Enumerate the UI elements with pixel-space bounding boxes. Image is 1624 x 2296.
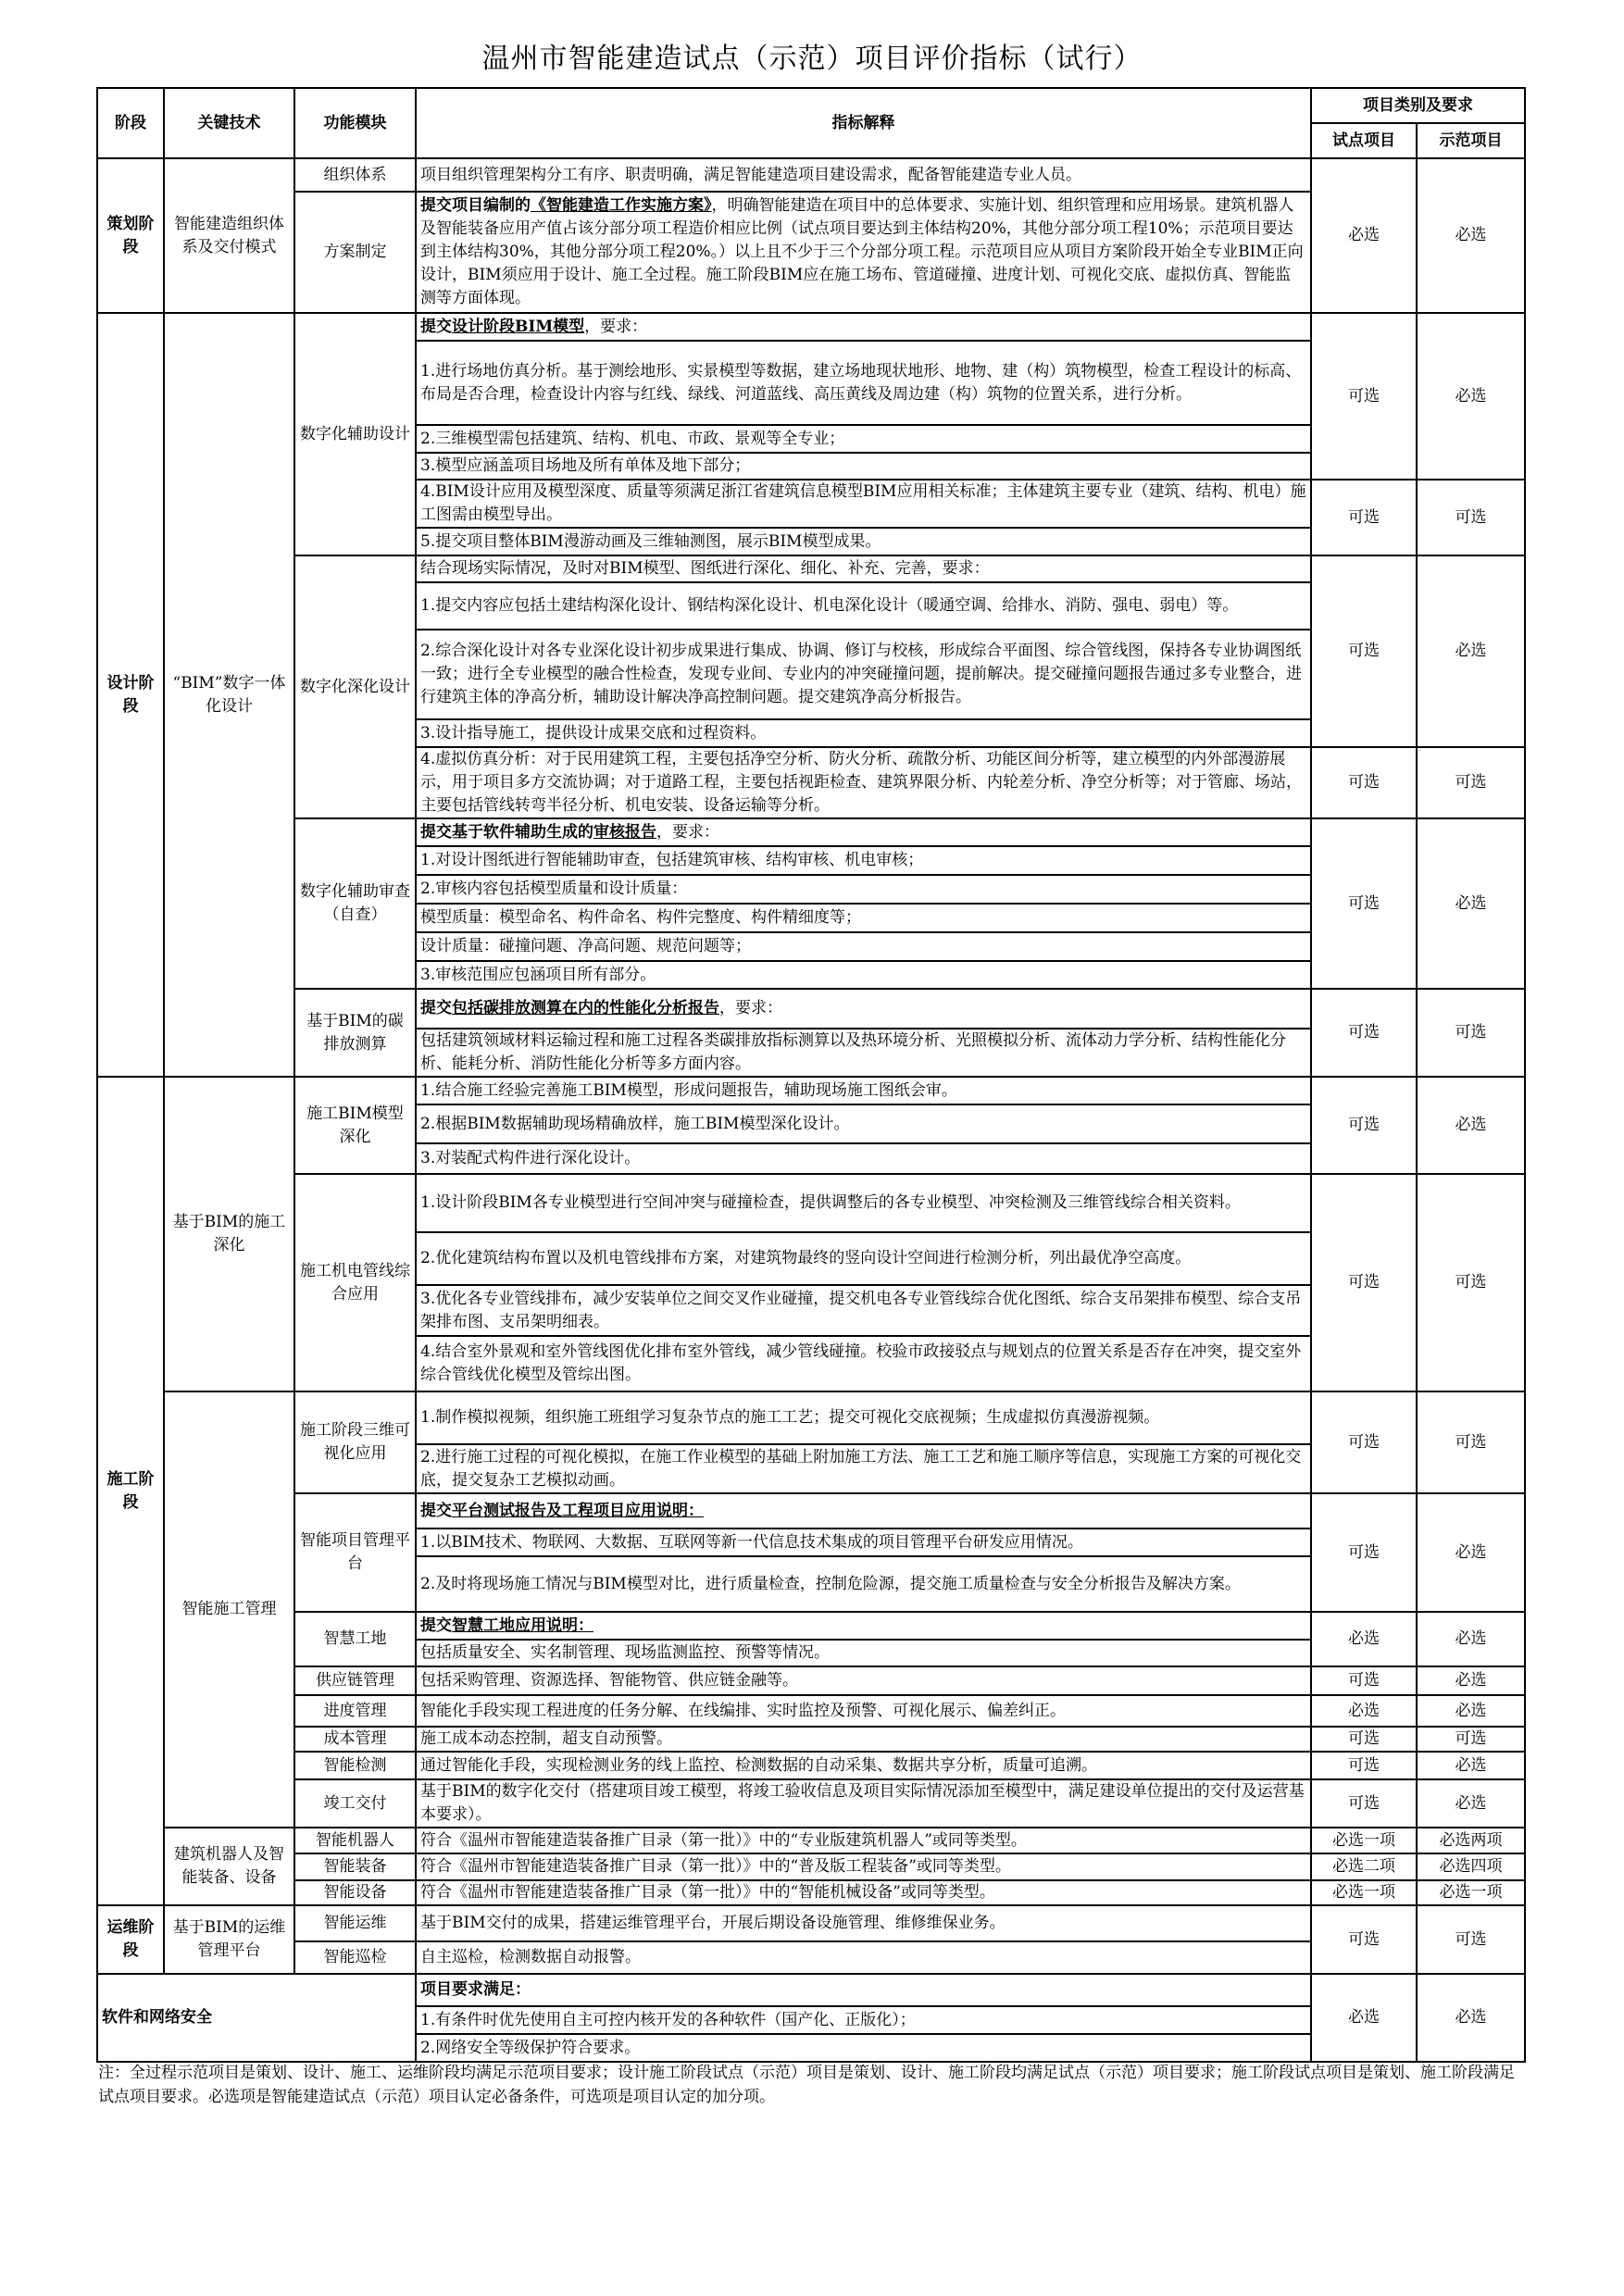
pilot-req-aux-a: 可选 bbox=[1311, 313, 1417, 480]
demo-req-review: 必选 bbox=[1417, 818, 1525, 989]
indicator-deep-1: 1.提交内容应包括土建结构深化设计、钢结构深化设计、机电深化设计（暖通空调、给排水、消防、强电、弱电）等。 bbox=[416, 582, 1311, 630]
demo-req-mep: 可选 bbox=[1417, 1174, 1525, 1391]
indicator-om: 基于BIM交付的成果，搭建运维管理平台，开展后期设备设施管理、维修维保业务。 bbox=[416, 1905, 1311, 1941]
demo-req-cost: 可选 bbox=[1417, 1727, 1525, 1752]
indicator-aux-2: 2.三维模型需包括建筑、结构、机电、市政、景观等全专业； bbox=[416, 425, 1311, 453]
bold-underline-text: 平台测试报告及工程项目应用说明： bbox=[452, 1501, 704, 1520]
pilot-req-supply: 可选 bbox=[1311, 1666, 1417, 1695]
indicator-schedule: 智能化手段实现工程进度的任务分解、在线编排、实时监控及预警、可视化展示、偏差纠正。 bbox=[416, 1695, 1311, 1727]
stage-operation: 运维阶段 bbox=[97, 1905, 164, 1974]
demo-req-aux-b: 可选 bbox=[1417, 480, 1525, 555]
pilot-req-cbim: 可选 bbox=[1311, 1077, 1417, 1174]
indicator-deep-2: 2.综合深化设计对各专业深化设计初步成果进行集成、协调、修订与校核，形成综合平面图、综合管线图，保持各专业协调图纸一致；进行全专业模型的融合性检查，发现专业间、专业内的冲突碰撞问题，提前解决。提交碰撞问题报告通过多专业整合，进行建筑主体的净高分析，辅助设计解决净高控制问题。提交建筑净高分析报告。 bbox=[416, 630, 1311, 719]
indicator-supply: 包括采购管理、资源选择、智能物管、供应链金融等。 bbox=[416, 1666, 1311, 1695]
module-carbon: 基于BIM的碳排放测算 bbox=[294, 989, 416, 1077]
pilot-req-aux-b: 可选 bbox=[1311, 480, 1417, 555]
pilot-req-vis: 可选 bbox=[1311, 1391, 1417, 1493]
demo-req-aux-a: 必选 bbox=[1417, 313, 1525, 480]
indicator-delivery: 基于BIM的数字化交付（搭建项目竣工模型，将竣工验收信息及项目实际情况添加至模型中，满足建设单位提出的交付及运营基本要求）。 bbox=[416, 1779, 1311, 1828]
demo-req-planning: 必选 bbox=[1417, 158, 1525, 313]
demo-req-equipment: 必选四项 bbox=[1417, 1853, 1525, 1880]
indicator-review-3: 3.审核范围应包涵项目所有部分。 bbox=[416, 961, 1311, 989]
indicator-mep-3: 3.优化各专业管线排布，减少安装单位之间交叉作业碰撞，提交机电各专业管线综合优化图纸、综合支吊架排布模型、综合支吊架排布图、支吊架明细表。 bbox=[416, 1285, 1311, 1336]
module-smart-site: 智慧工地 bbox=[294, 1612, 416, 1666]
bold-text: 提交 bbox=[420, 999, 452, 1017]
pilot-req-site: 必选 bbox=[1311, 1612, 1417, 1666]
header-module: 功能模块 bbox=[294, 88, 416, 158]
demo-req-supply: 必选 bbox=[1417, 1666, 1525, 1695]
indicator-mep-4: 4.结合室外景观和室外管线图优化排布室外管线，减少管线碰撞。校验市政接驳点与规划点的位置关系是否存在冲突，提交室外综合管线优化模型及管综出图。 bbox=[416, 1336, 1311, 1391]
stage-planning: 策划阶段 bbox=[97, 158, 164, 313]
plan-doc-name: 《智能建造工作实施方案》 bbox=[531, 196, 712, 215]
footnote: 注：全过程示范项目是策划、设计、施工、运维阶段均满足示范项目要求；设计施工阶段试点（示范）项目是策划、设计、施工阶段均满足试点（示范）项目要求；施工阶段试点项目是策划、施工阶段满足试点项目要求。必选项是智能建造试点（示范）项目认定必备条件，可选项是项目认定的加分项。 bbox=[98, 2064, 1515, 2106]
text: ，要求： bbox=[656, 822, 719, 842]
indicator-pm-2: 2.及时将现场施工情况与BIM模型对比，进行质量检查，控制危险源，提交施工质量检查与安全分析报告及解决方案。 bbox=[416, 1556, 1311, 1612]
indicator-patrol: 自主巡检，检测数据自动报警。 bbox=[416, 1941, 1311, 1974]
pilot-req-equipment: 必选二项 bbox=[1311, 1853, 1417, 1880]
pilot-req-robot: 必选一项 bbox=[1311, 1828, 1417, 1853]
indicator-pm-1: 1.以BIM技术、物联网、大数据、互联网等新一代信息技术集成的项目管理平台研发应用情况。 bbox=[416, 1529, 1311, 1556]
demo-req-robot: 必选两项 bbox=[1417, 1828, 1525, 1853]
indicator-cbim-1: 1.结合施工经验完善施工BIM模型，形成问题报告，辅助现场施工图纸会审。 bbox=[416, 1077, 1311, 1104]
pilot-req-operation: 可选 bbox=[1311, 1905, 1417, 1974]
pilot-req-review: 可选 bbox=[1311, 818, 1417, 989]
module-robot: 智能机器人 bbox=[294, 1828, 416, 1853]
module-patrol: 智能巡检 bbox=[294, 1941, 416, 1974]
header-category: 项目类别及要求 bbox=[1311, 88, 1525, 123]
module-delivery: 竣工交付 bbox=[294, 1779, 416, 1828]
key-tech-design: “BIM”数字一体化设计 bbox=[164, 313, 294, 1077]
indicator-carbon-head bbox=[416, 989, 1311, 1029]
demo-req-pm: 必选 bbox=[1417, 1493, 1525, 1612]
indicator-review-2: 2.审核内容包括模型质量和设计质量： bbox=[416, 875, 1311, 904]
demo-req-delivery: 必选 bbox=[1417, 1779, 1525, 1828]
pilot-req-schedule: 必选 bbox=[1311, 1695, 1417, 1727]
bold-text: 提交基于软件辅助生成的 bbox=[420, 822, 593, 842]
indicator-equipment: 符合《温州市智能建造装备推广目录（第一批）》中的“普及版工程装备”或同等类型。 bbox=[416, 1853, 1311, 1880]
pilot-req-planning: 必选 bbox=[1311, 158, 1417, 313]
indicator-aux-1: 1.进行场地仿真分析。基于测绘地形、实景模型等数据，建立场地现状地形、地物、建（构）筑物模型，检查工程设计的标高、布局是否合理，检查设计内容与红线、绿线、河道蓝线、高压黄线及周边建（构）筑物的位置关系，进行分析。 bbox=[416, 341, 1311, 425]
module-supply: 供应链管理 bbox=[294, 1666, 416, 1695]
bold-underline-text: 包括碳排放测算在内的性能化分析报告 bbox=[452, 999, 719, 1017]
indicator-aux-4: 4.BIM设计应用及模型深度、质量等须满足浙江省建筑信息模型BIM应用相关标准；主体建筑主要专业（建筑、结构、机电）施工图需由模型导出。 bbox=[416, 480, 1311, 528]
pilot-req-inspection: 可选 bbox=[1311, 1752, 1417, 1779]
demo-req-software: 必选 bbox=[1417, 1974, 1525, 2062]
indicator-carbon-body: 包括建筑领域材料运输过程和施工过程各类碳排放指标测算以及热环境分析、光照模拟分析、流体动力学分析、结构性能化分析、能耗分析、消防性能化分析等多方面内容。 bbox=[416, 1029, 1311, 1077]
indicator-mep-2: 2.优化建筑结构布置以及机电管线排布方案，对建筑物最终的竖向设计空间进行检测分析，列出最优净空高度。 bbox=[416, 1232, 1311, 1285]
indicator-sw-head: 项目要求满足： bbox=[416, 1974, 1311, 2006]
bold-underline-text: 设计阶段BIM模型 bbox=[452, 317, 585, 336]
indicator-sw-1: 1.有条件时优先使用自主可控内核开发的各种软件（国产化、正版化）； bbox=[416, 2006, 1311, 2034]
pilot-req-cost: 可选 bbox=[1311, 1727, 1417, 1752]
bold-text: 提交项目编制的 bbox=[420, 196, 531, 215]
indicator-pm-head bbox=[416, 1493, 1311, 1529]
module-om: 智能运维 bbox=[294, 1905, 416, 1941]
indicator-org: 项目组织管理架构分工有序、职责明确，满足智能建造项目建设需求，配备智能建造专业人员。 bbox=[416, 158, 1311, 192]
pilot-req-mep: 可选 bbox=[1311, 1174, 1417, 1391]
indicator-plan bbox=[416, 192, 1311, 313]
bold-underline-text: 审核报告 bbox=[593, 822, 656, 842]
indicator-deep-head: 结合现场实际情况，及时对BIM模型、图纸进行深化、细化、补充、完善，要求： bbox=[416, 555, 1311, 582]
module-con-bim: 施工BIM模型深化 bbox=[294, 1077, 416, 1174]
module-cost: 成本管理 bbox=[294, 1727, 416, 1752]
pilot-req-pm: 可选 bbox=[1311, 1493, 1417, 1612]
indicator-site-head bbox=[416, 1612, 1311, 1640]
pilot-req-software: 必选 bbox=[1311, 1974, 1417, 2062]
module-schedule: 进度管理 bbox=[294, 1695, 416, 1727]
evaluation-table bbox=[96, 87, 1526, 2063]
demo-req-carbon: 可选 bbox=[1417, 989, 1525, 1077]
header-key-tech: 关键技术 bbox=[164, 88, 294, 158]
key-tech-planning: 智能建造组织体系及交付模式 bbox=[164, 158, 294, 313]
stage-software: 软件和网络安全 bbox=[97, 1974, 416, 2062]
text: ，要求： bbox=[719, 999, 782, 1017]
header-indicator: 指标解释 bbox=[416, 88, 1311, 158]
indicator-site-body: 包括质量安全、实名制管理、现场监测监控、预警等情况。 bbox=[416, 1640, 1311, 1666]
bold-text: 提交 bbox=[420, 1501, 452, 1520]
demo-req-inspection: 必选 bbox=[1417, 1752, 1525, 1779]
bold-underline-text: 智慧工地应用说明： bbox=[452, 1616, 593, 1635]
document-title: 温州市智能建造试点（示范）项目评价指标（试行） bbox=[481, 43, 1143, 75]
module-pm-platform: 智能项目管理平台 bbox=[294, 1493, 416, 1612]
module-inspection: 智能检测 bbox=[294, 1752, 416, 1779]
demo-req-vis: 可选 bbox=[1417, 1391, 1525, 1493]
demo-req-site: 必选 bbox=[1417, 1612, 1525, 1666]
indicator-review-model: 模型质量：模型命名、构件命名、构件完整度、构件精细度等； bbox=[416, 904, 1311, 932]
key-tech-construction-bim: 基于BIM的施工深化 bbox=[164, 1077, 294, 1391]
module-digital-deep-design: 数字化深化设计 bbox=[294, 555, 416, 818]
pilot-req-carbon: 可选 bbox=[1311, 989, 1417, 1077]
plan-text: ，明确智能建造在项目中的总体要求、实施计划、组织管理和应用场景。建筑机器人及智能装备应用产值占该分部分项工程造价相应比例（试点项目要达到主体结构20%，其他分部分项工程10%；示范项目要达到主体结构30%，其他分部分项工程20%。）以上且不少于三个分部分项工程。示范项目应从项目方案阶段开始全专业BIM正向设计，BIM须应用于设计、施工全过程。施工阶段BIM应在施工场布、管道碰撞、进度计划、可视化交底、虚拟仿真、智能监测等方面体现。 bbox=[420, 196, 1304, 307]
indicator-deep-3: 3.设计指导施工，提供设计成果交底和过程资料。 bbox=[416, 719, 1311, 747]
pilot-req-deep-b: 可选 bbox=[1311, 747, 1417, 818]
key-tech-construction-robot: 建筑机器人及智能装备、设备 bbox=[164, 1828, 294, 1905]
indicator-vis-1: 1.制作模拟视频，组织施工班组学习复杂节点的施工工艺；提交可视化交底视频；生成虚拟仿真漫游视频。 bbox=[416, 1391, 1311, 1444]
stage-construction: 施工阶段 bbox=[97, 1077, 164, 1905]
pilot-req-delivery: 可选 bbox=[1311, 1779, 1417, 1828]
module-equipment: 智能装备 bbox=[294, 1853, 416, 1880]
indicator-device: 符合《温州市智能建造装备推广目录（第一批）》中的“智能机械设备”或同等类型。 bbox=[416, 1880, 1311, 1905]
header-demo: 示范项目 bbox=[1417, 123, 1525, 158]
key-tech-operation: 基于BIM的运维管理平台 bbox=[164, 1905, 294, 1974]
indicator-robot: 符合《温州市智能建造装备推广目录（第一批）》中的“专业版建筑机器人”或同等类型。 bbox=[416, 1828, 1311, 1853]
module-device: 智能设备 bbox=[294, 1880, 416, 1905]
indicator-review-1: 1.对设计图纸进行智能辅助审查，包括建筑审核、结构审核、机电审核； bbox=[416, 846, 1311, 875]
module-mep: 施工机电管线综合应用 bbox=[294, 1174, 416, 1391]
header-pilot: 试点项目 bbox=[1311, 123, 1417, 158]
indicator-inspection: 通过智能化手段，实现检测业务的线上监控、检测数据的自动采集、数据共享分析，质量可追溯。 bbox=[416, 1752, 1311, 1779]
indicator-review-head bbox=[416, 818, 1311, 846]
module-plan: 方案制定 bbox=[294, 192, 416, 313]
text: ，要求： bbox=[584, 317, 648, 336]
demo-req-device: 必选一项 bbox=[1417, 1880, 1525, 1905]
demo-req-cbim: 必选 bbox=[1417, 1077, 1525, 1174]
demo-req-schedule: 必选 bbox=[1417, 1695, 1525, 1727]
module-digital-aux-design: 数字化辅助设计 bbox=[294, 313, 416, 555]
indicator-aux-3: 3.模型应涵盖项目场地及所有单体及地下部分； bbox=[416, 453, 1311, 480]
indicator-cost: 施工成本动态控制，超支自动预警。 bbox=[416, 1727, 1311, 1752]
indicator-aux-5: 5.提交项目整体BIM漫游动画及三维轴测图，展示BIM模型成果。 bbox=[416, 528, 1311, 555]
bold-text: 提交 bbox=[420, 1616, 452, 1635]
indicator-mep-1: 1.设计阶段BIM各专业模型进行空间冲突与碰撞检查，提供调整后的各专业模型、冲突检测及三维管线综合相关资料。 bbox=[416, 1174, 1311, 1232]
indicator-cbim-3: 3.对装配式构件进行深化设计。 bbox=[416, 1143, 1311, 1174]
pilot-req-deep-a: 可选 bbox=[1311, 555, 1417, 747]
indicator-sw-2: 2.网络安全等级保护符合要求。 bbox=[416, 2034, 1311, 2062]
module-visual3d: 施工阶段三维可视化应用 bbox=[294, 1391, 416, 1493]
stage-design: 设计阶段 bbox=[97, 313, 164, 1077]
key-tech-construction-mgmt: 智能施工管理 bbox=[164, 1391, 294, 1828]
module-org: 组织体系 bbox=[294, 158, 416, 192]
pilot-req-device: 必选一项 bbox=[1311, 1880, 1417, 1905]
module-digital-review: 数字化辅助审查（自查） bbox=[294, 818, 416, 989]
indicator-review-design: 设计质量：碰撞问题、净高问题、规范问题等； bbox=[416, 932, 1311, 961]
demo-req-deep-b: 可选 bbox=[1417, 747, 1525, 818]
indicator-deep-4: 4.虚拟仿真分析：对于民用建筑工程，主要包括净空分析、防火分析、疏散分析、功能区间分析等，建立模型的内外部漫游展示，用于项目多方交流协调；对于道路工程，主要包括视距检查、建筑界限分析、内轮差分析、净空分析等；对于管廊、场站，主要包括管线转弯半径分析、机电安装、设备运输等分析。 bbox=[416, 747, 1311, 818]
indicator-vis-2: 2.进行施工过程的可视化模拟，在施工作业模型的基础上附加施工方法、施工工艺和施工顺序等信息，实现施工方案的可视化交底，提交复杂工艺模拟动画。 bbox=[416, 1444, 1311, 1493]
indicator-aux-head bbox=[416, 313, 1311, 341]
demo-req-deep-a: 必选 bbox=[1417, 555, 1525, 747]
indicator-cbim-2: 2.根据BIM数据辅助现场精确放样，施工BIM模型深化设计。 bbox=[416, 1104, 1311, 1143]
bold-text: 提交 bbox=[420, 317, 452, 336]
header-stage: 阶段 bbox=[97, 88, 164, 158]
demo-req-operation: 可选 bbox=[1417, 1905, 1525, 1974]
